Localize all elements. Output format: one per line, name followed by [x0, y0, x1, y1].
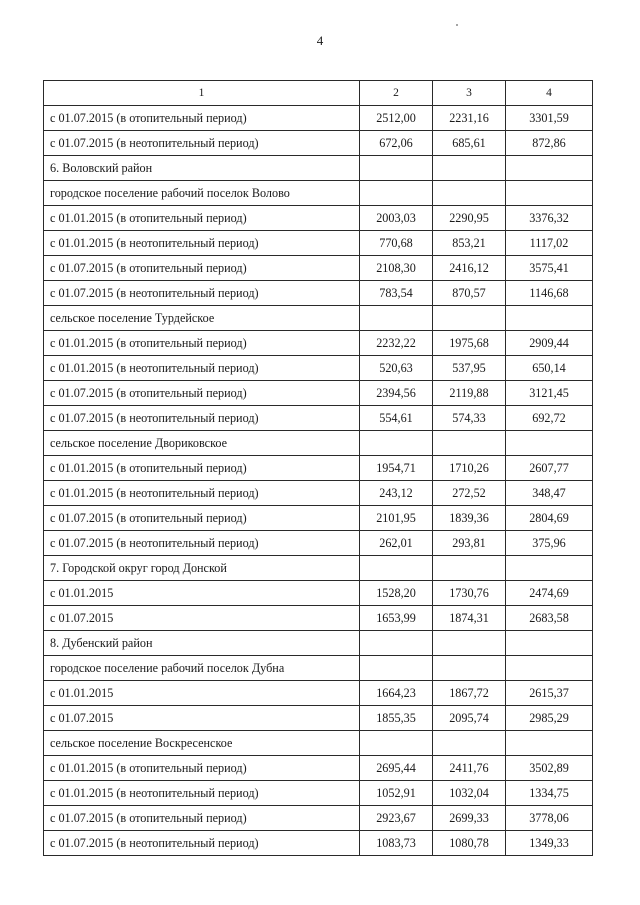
row-label-cell: сельское поселение Воскресенское — [44, 731, 360, 756]
value-cell-col-4: 3778,06 — [506, 806, 593, 831]
table-row — [44, 606, 593, 631]
value-cell-col-4: 1349,33 — [506, 831, 593, 856]
row-label-cell: с 01.07.2015 — [44, 606, 360, 631]
value-cell-col-3: 1874,31 — [433, 606, 506, 631]
tariff-table — [43, 80, 593, 856]
table-row — [44, 706, 593, 731]
value-cell-col-3 — [433, 156, 506, 181]
value-cell-col-3 — [433, 731, 506, 756]
value-cell-col-4 — [506, 181, 593, 206]
value-cell-col-3 — [433, 181, 506, 206]
value-cell-col-2 — [360, 556, 433, 581]
table-row — [44, 381, 593, 406]
value-cell-col-3 — [433, 656, 506, 681]
value-cell-col-4: 3575,41 — [506, 256, 593, 281]
value-cell-col-3: 2290,95 — [433, 206, 506, 231]
value-cell-col-2 — [360, 431, 433, 456]
table-row — [44, 481, 593, 506]
header-cell: 3 — [433, 81, 506, 106]
row-label-cell: с 01.07.2015 (в неотопительный период) — [44, 281, 360, 306]
value-cell-col-3 — [433, 306, 506, 331]
row-label-cell: с 01.07.2015 — [44, 706, 360, 731]
value-cell-col-2: 1664,23 — [360, 681, 433, 706]
value-cell-col-4: 2615,37 — [506, 681, 593, 706]
row-label-cell: с 01.07.2015 (в неотопительный период) — [44, 531, 360, 556]
table-row — [44, 656, 593, 681]
table-row — [44, 431, 593, 456]
value-cell-col-3: 2231,16 — [433, 106, 506, 131]
table-row — [44, 206, 593, 231]
row-label-cell: с 01.07.2015 (в отопительный период) — [44, 106, 360, 131]
table-row — [44, 331, 593, 356]
table-row — [44, 156, 593, 181]
table-row — [44, 831, 593, 856]
row-label-cell: с 01.01.2015 (в неотопительный период) — [44, 356, 360, 381]
value-cell-col-4: 2804,69 — [506, 506, 593, 531]
table-row — [44, 406, 593, 431]
table-row — [44, 781, 593, 806]
table-row — [44, 531, 593, 556]
table-row — [44, 231, 593, 256]
value-cell-col-3 — [433, 631, 506, 656]
table-row — [44, 581, 593, 606]
value-cell-col-4: 3502,89 — [506, 756, 593, 781]
value-cell-col-2: 262,01 — [360, 531, 433, 556]
value-cell-col-2: 1083,73 — [360, 831, 433, 856]
row-label-cell: с 01.01.2015 — [44, 681, 360, 706]
value-cell-col-2: 2232,22 — [360, 331, 433, 356]
table-row — [44, 681, 593, 706]
row-label-cell: с 01.01.2015 (в отопительный период) — [44, 206, 360, 231]
value-cell-col-3: 2699,33 — [433, 806, 506, 831]
row-label-cell: с 01.07.2015 (в отопительный период) — [44, 506, 360, 531]
header-cell: 2 — [360, 81, 433, 106]
table-row — [44, 756, 593, 781]
value-cell-col-3: 1867,72 — [433, 681, 506, 706]
value-cell-col-3: 1080,78 — [433, 831, 506, 856]
value-cell-col-3: 1839,36 — [433, 506, 506, 531]
tariff-table-body — [44, 81, 593, 856]
value-cell-col-2 — [360, 156, 433, 181]
value-cell-col-4: 872,86 — [506, 131, 593, 156]
value-cell-col-2: 2512,00 — [360, 106, 433, 131]
value-cell-col-4 — [506, 556, 593, 581]
row-label-cell: 6. Воловский район — [44, 156, 360, 181]
value-cell-col-4: 1334,75 — [506, 781, 593, 806]
value-cell-col-2: 554,61 — [360, 406, 433, 431]
value-cell-col-4 — [506, 631, 593, 656]
table-row — [44, 306, 593, 331]
row-label-cell: с 01.07.2015 (в отопительный период) — [44, 256, 360, 281]
value-cell-col-2: 520,63 — [360, 356, 433, 381]
value-cell-col-3: 2095,74 — [433, 706, 506, 731]
table-row — [44, 181, 593, 206]
value-cell-col-4: 2909,44 — [506, 331, 593, 356]
table-row — [44, 281, 593, 306]
row-label-cell: с 01.01.2015 (в отопительный период) — [44, 456, 360, 481]
value-cell-col-4: 3301,59 — [506, 106, 593, 131]
value-cell-col-3: 2411,76 — [433, 756, 506, 781]
value-cell-col-4: 2683,58 — [506, 606, 593, 631]
value-cell-col-3: 293,81 — [433, 531, 506, 556]
value-cell-col-3 — [433, 556, 506, 581]
table-row — [44, 506, 593, 531]
header-cell: 4 — [506, 81, 593, 106]
table-row — [44, 731, 593, 756]
value-cell-col-4: 1146,68 — [506, 281, 593, 306]
value-cell-col-2: 2101,95 — [360, 506, 433, 531]
value-cell-col-3: 1975,68 — [433, 331, 506, 356]
value-cell-col-4: 3121,45 — [506, 381, 593, 406]
value-cell-col-2: 243,12 — [360, 481, 433, 506]
table-row — [44, 256, 593, 281]
value-cell-col-2 — [360, 731, 433, 756]
value-cell-col-2: 672,06 — [360, 131, 433, 156]
value-cell-col-2: 2394,56 — [360, 381, 433, 406]
value-cell-col-2: 1855,35 — [360, 706, 433, 731]
value-cell-col-3: 1032,04 — [433, 781, 506, 806]
value-cell-col-3: 1730,76 — [433, 581, 506, 606]
row-label-cell: с 01.01.2015 (в неотопительный период) — [44, 231, 360, 256]
value-cell-col-4 — [506, 656, 593, 681]
header-cell: 1 — [44, 81, 360, 106]
value-cell-col-4: 2985,29 — [506, 706, 593, 731]
row-label-cell: с 01.07.2015 (в неотопительный период) — [44, 131, 360, 156]
value-cell-col-4: 3376,32 — [506, 206, 593, 231]
value-cell-col-2 — [360, 306, 433, 331]
row-label-cell: с 01.01.2015 (в неотопительный период) — [44, 781, 360, 806]
value-cell-col-2: 1052,91 — [360, 781, 433, 806]
value-cell-col-2: 2923,67 — [360, 806, 433, 831]
row-label-cell: с 01.07.2015 (в неотопительный период) — [44, 831, 360, 856]
row-label-cell: с 01.01.2015 (в отопительный период) — [44, 331, 360, 356]
row-label-cell: с 01.07.2015 (в отопительный период) — [44, 381, 360, 406]
page-number: 4 — [316, 33, 324, 48]
table-row — [44, 131, 593, 156]
value-cell-col-3: 2119,88 — [433, 381, 506, 406]
value-cell-col-4: 650,14 — [506, 356, 593, 381]
row-label-cell: городское поселение рабочий поселок Дубна — [44, 656, 360, 681]
value-cell-col-3: 685,61 — [433, 131, 506, 156]
value-cell-col-2: 1653,99 — [360, 606, 433, 631]
table-header-row — [44, 81, 593, 106]
row-label-cell: сельское поселение Турдейское — [44, 306, 360, 331]
table-row — [44, 106, 593, 131]
value-cell-col-4: 2474,69 — [506, 581, 593, 606]
value-cell-col-2: 1954,71 — [360, 456, 433, 481]
table-row — [44, 456, 593, 481]
row-label-cell: с 01.01.2015 (в отопительный период) — [44, 756, 360, 781]
table-row — [44, 356, 593, 381]
value-cell-col-3: 574,33 — [433, 406, 506, 431]
value-cell-col-3: 853,21 — [433, 231, 506, 256]
value-cell-col-3 — [433, 431, 506, 456]
row-label-cell: 7. Городской округ город Донской — [44, 556, 360, 581]
value-cell-col-2 — [360, 631, 433, 656]
value-cell-col-4 — [506, 431, 593, 456]
value-cell-col-3: 870,57 — [433, 281, 506, 306]
value-cell-col-2: 2695,44 — [360, 756, 433, 781]
value-cell-col-3: 2416,12 — [433, 256, 506, 281]
value-cell-col-2: 2108,30 — [360, 256, 433, 281]
scan-speck — [456, 24, 458, 26]
table-row — [44, 556, 593, 581]
value-cell-col-3: 537,95 — [433, 356, 506, 381]
row-label-cell: городское поселение рабочий поселок Волово — [44, 181, 360, 206]
value-cell-col-4: 348,47 — [506, 481, 593, 506]
row-label-cell: с 01.01.2015 — [44, 581, 360, 606]
value-cell-col-2: 783,54 — [360, 281, 433, 306]
value-cell-col-2 — [360, 181, 433, 206]
row-label-cell: сельское поселение Двориковское — [44, 431, 360, 456]
value-cell-col-2: 1528,20 — [360, 581, 433, 606]
value-cell-col-4: 1117,02 — [506, 231, 593, 256]
value-cell-col-3: 1710,26 — [433, 456, 506, 481]
table-row — [44, 631, 593, 656]
value-cell-col-2 — [360, 656, 433, 681]
value-cell-col-4: 375,96 — [506, 531, 593, 556]
row-label-cell: с 01.01.2015 (в неотопительный период) — [44, 481, 360, 506]
table-row — [44, 806, 593, 831]
value-cell-col-3: 272,52 — [433, 481, 506, 506]
row-label-cell: с 01.07.2015 (в отопительный период) — [44, 806, 360, 831]
value-cell-col-2: 2003,03 — [360, 206, 433, 231]
value-cell-col-2: 770,68 — [360, 231, 433, 256]
value-cell-col-4: 692,72 — [506, 406, 593, 431]
value-cell-col-4 — [506, 731, 593, 756]
value-cell-col-4 — [506, 156, 593, 181]
value-cell-col-4 — [506, 306, 593, 331]
value-cell-col-4: 2607,77 — [506, 456, 593, 481]
row-label-cell: 8. Дубенский район — [44, 631, 360, 656]
row-label-cell: с 01.07.2015 (в неотопительный период) — [44, 406, 360, 431]
